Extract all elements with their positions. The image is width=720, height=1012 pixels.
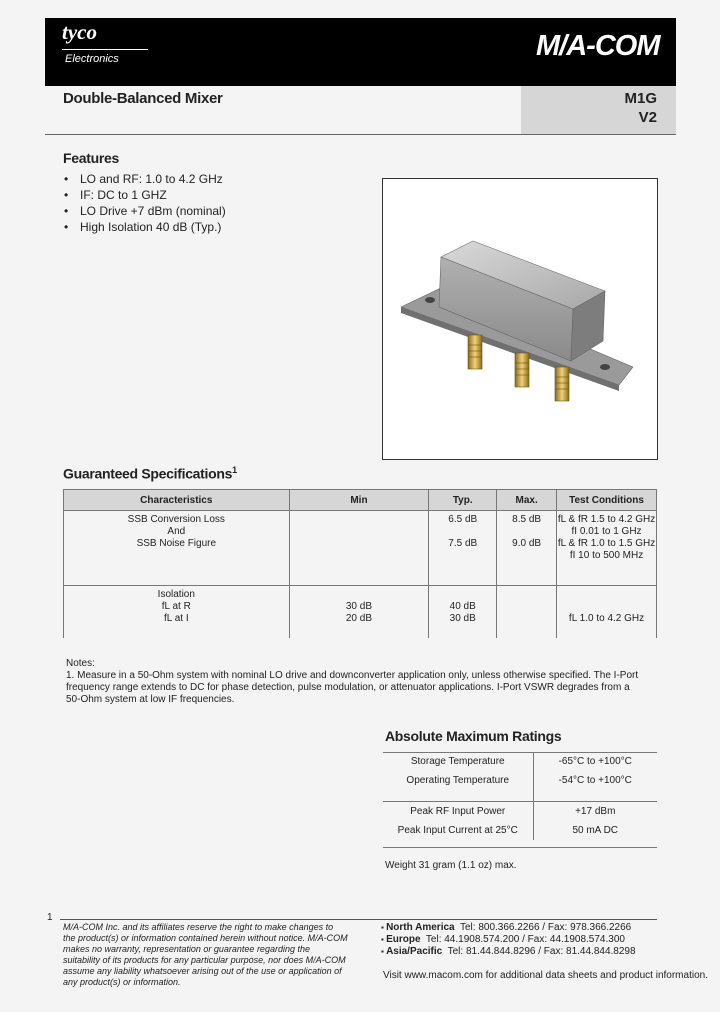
- part-version: V2: [638, 109, 657, 126]
- table-row: [383, 752, 657, 771]
- feature-item: • LO Drive +7 dBm (nominal): [64, 203, 226, 219]
- table-cell: 40 dB 30 dB: [429, 586, 497, 639]
- page-title: Double-Balanced Mixer: [63, 90, 223, 107]
- table-cell: 30 dB 20 dB: [289, 586, 429, 639]
- specifications-heading: [63, 465, 237, 482]
- rating-value: +17 dBm: [533, 802, 657, 822]
- weight-note: Weight 31 gram (1.1 oz) max.: [385, 860, 517, 871]
- contact-details: Tel: 81.44.844.8296 / Fax: 81.44.844.8298: [447, 946, 636, 957]
- contact-list: [381, 922, 636, 958]
- rating-label: Storage Temperature: [383, 752, 533, 771]
- specifications-table: [63, 489, 657, 638]
- contact-region: North America: [386, 922, 455, 933]
- ratings-heading: Absolute Maximum Ratings: [385, 728, 562, 744]
- features-list: [64, 171, 226, 235]
- notes-text: 1. Measure in a 50-Ohm system with nominal LO drive and downconverter application only, unless otherwise specified. The I-Port frequency range extends to DC for phase detection, pulse modulation, or attenuator applications. I-Port VSWR degrades from a 50-Ohm system at low IF frequencies.: [66, 670, 639, 705]
- rating-label: Peak RF Input Power: [383, 802, 533, 822]
- product-photo: [382, 178, 658, 460]
- tyco-logo: tyco: [62, 20, 97, 44]
- table-cell: Isolation fL at R fL at I: [64, 586, 290, 639]
- contact-item: [381, 934, 636, 946]
- macom-logo: M/A-COM: [536, 30, 660, 62]
- table-cell: [289, 511, 429, 586]
- contact-region: Europe: [386, 934, 421, 945]
- contact-item: [381, 922, 636, 934]
- contact-details: Tel: 44.1908.574.200 / Fax: 44.1908.574.300: [425, 934, 625, 945]
- contact-region: Asia/Pacific: [386, 946, 443, 957]
- table-row: [383, 771, 657, 790]
- table-cell: fL 1.0 to 4.2 GHz: [557, 586, 657, 639]
- table-row: [383, 790, 657, 802]
- table-cell: 6.5 dB 7.5 dB: [429, 511, 497, 586]
- rating-label: Operating Temperature: [383, 771, 533, 790]
- column-header: Test Conditions: [557, 490, 657, 511]
- feature-item: • LO and RF: 1.0 to 4.2 GHz: [64, 171, 226, 187]
- specifications-footnote-mark: 1: [232, 465, 237, 475]
- website-link[interactable]: Visit www.macom.com for additional data sheets and product information.: [383, 970, 708, 981]
- notes-title: Notes:: [66, 658, 95, 669]
- column-header: Max.: [497, 490, 557, 511]
- features-heading: Features: [63, 150, 119, 166]
- table-cell: fL & fR 1.5 to 4.2 GHz fI 0.01 to 1 GHz fL & fR 1.0 to 1.5 GHz fI 10 to 500 MHz: [557, 511, 657, 586]
- title-divider: [45, 134, 676, 135]
- table-cell: [497, 586, 557, 639]
- table-row: [64, 586, 657, 639]
- specifications-title: Guaranteed Specifications: [63, 465, 233, 482]
- column-header: Characteristics: [64, 490, 290, 511]
- rating-value: -54°C to +100°C: [558, 775, 632, 786]
- table-cell: SSB Conversion Loss And SSB Noise Figure: [64, 511, 290, 586]
- table-row: [383, 821, 657, 840]
- rating-value: 50 mA DC: [572, 825, 619, 836]
- feature-item: • IF: DC to 1 GHZ: [64, 187, 226, 203]
- rating-value: -65°C to +100°C: [558, 756, 632, 767]
- contact-item: [381, 946, 636, 958]
- table-header-row: [64, 490, 657, 511]
- tyco-logo-subtitle: Electronics: [65, 53, 119, 65]
- table-row: [64, 511, 657, 586]
- footer-divider: [60, 919, 657, 920]
- page-number: 1: [47, 912, 53, 923]
- column-header: Typ.: [429, 490, 497, 511]
- notes-section: [66, 658, 646, 706]
- feature-item: • High Isolation 40 dB (Typ.): [64, 219, 226, 235]
- ratings-table: [383, 752, 657, 840]
- mixer-package-illustration: [383, 179, 657, 459]
- contact-details: Tel: 800.366.2266 / Fax: 978.366.2266: [460, 922, 632, 933]
- disclaimer-text: M/A-COM Inc. and its affiliates reserve the right to make changes to the product(s) or information contained herein without notice. M/A-COM makes no warranty, representation or guarantee regarding the suitability of its products for any particular purpose, nor does M/A-COM assume any liability whatsoever arising out of the use or application of any product(s) or information.: [63, 922, 348, 987]
- rating-label: Peak Input Current at 25°C: [383, 821, 533, 840]
- ratings-bottom-rule: [383, 847, 657, 848]
- table-row: [383, 802, 657, 822]
- logo-divider: [62, 49, 148, 50]
- table-cell: 8.5 dB 9.0 dB: [497, 511, 557, 586]
- column-header: Min: [289, 490, 429, 511]
- part-number: M1G: [624, 90, 657, 107]
